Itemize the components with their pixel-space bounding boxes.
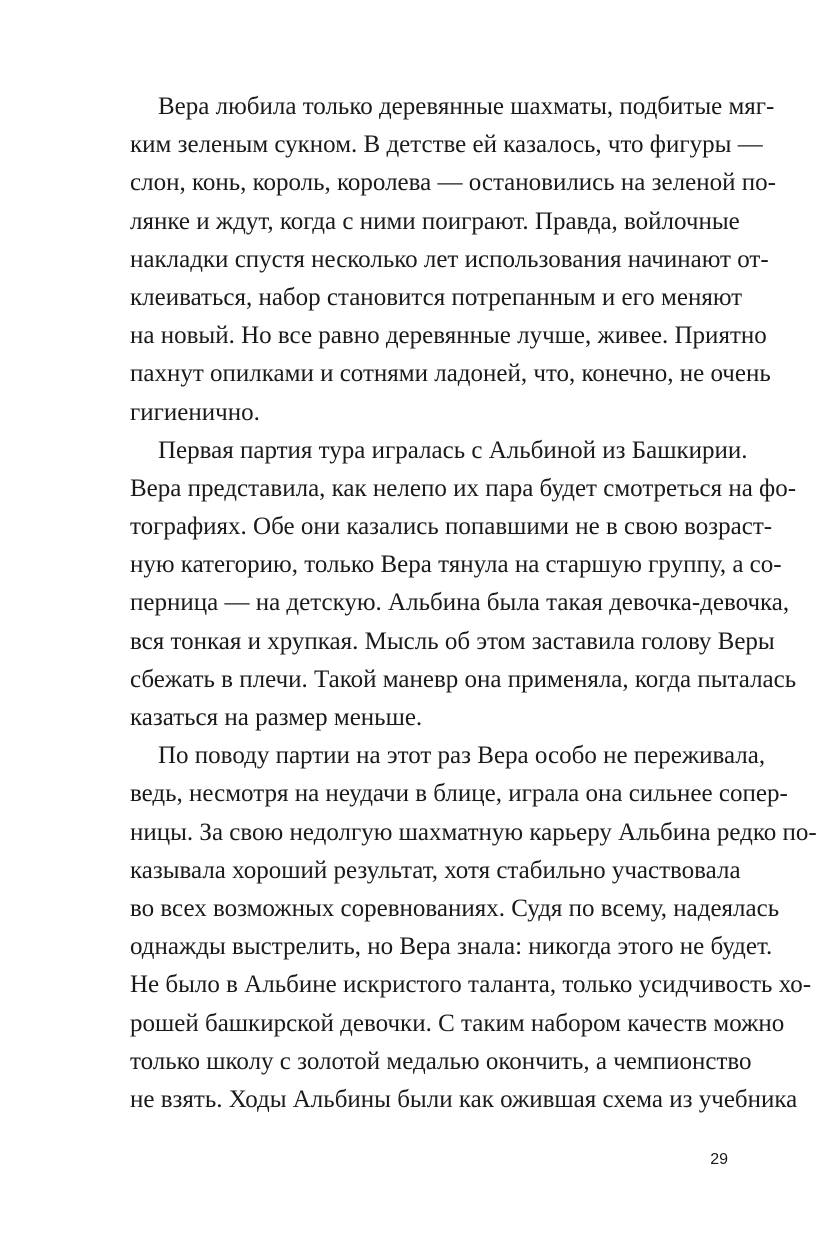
text-line: слон, конь, король, королева — остановились на зеленой по- <box>130 169 776 197</box>
body-text <box>130 88 817 1119</box>
text-line: только школу с золотой медалью окончить, а чемпионство <box>130 1047 752 1075</box>
text-line: ную категорию, только Вера тянула на старшую группу, а со- <box>130 551 782 579</box>
text-line: сбежать в плечи. Такой маневр она применяла, когда пыталась <box>130 665 797 693</box>
text-line: клеиваться, набор становится потрепанным и его меняют <box>130 283 743 311</box>
text-line: Не было в Альбине искристого таланта, только усидчивость хо- <box>130 971 812 999</box>
paragraph <box>130 432 797 738</box>
text-line: накладки спустя несколько лет использования начинают от- <box>130 245 769 273</box>
text-line: не взять. Ходы Альбины были как ожившая схема из учебника <box>130 1085 798 1113</box>
text-line: ведь, несмотря на неудачи в блице, играла она сильнее сопер- <box>130 780 788 808</box>
paragraph <box>130 737 817 1119</box>
text-line: ким зеленым сукном. В детстве ей казалось, что фигуры — <box>130 131 763 159</box>
text-line: лянке и ждут, когда с ними поиграют. Правда, войлочные <box>130 207 740 235</box>
text-line: во всех возможных соревнованиях. Судя по всему, надеялась <box>130 894 780 922</box>
page-number: 29 <box>710 1151 728 1168</box>
text-line: ницы. За свою недолгую шахматную карьеру Альбина редко по- <box>130 818 817 846</box>
text-line: тографиях. Обе они казались попавшими не в свою возраст- <box>130 513 773 541</box>
text-line: Вера любила только деревянные шахматы, подбитые мяг- <box>158 93 775 120</box>
text-line: Первая партия тура игралась с Альбиной из Башкирии. <box>158 436 748 464</box>
text-line: Вера представила, как нелепо их пара будет смотреться на фо- <box>130 474 797 502</box>
text-line: однажды выстрелить, но Вера знала: никогда этого не будет. <box>130 933 773 961</box>
text-line: перница — на детскую. Альбина была такая девочка-девочка, <box>130 589 790 617</box>
text-line: на новый. Но все равно деревянные лучше, живее. Приятно <box>130 322 767 350</box>
text-line: вся тонкая и хрупкая. Мысль об этом заставила голову Веры <box>130 627 775 655</box>
text-line: казывала хороший результат, хотя стабильно участвовала <box>130 856 741 884</box>
text-line: пахнут опилками и сотнями ладоней, что, конечно, не очень <box>130 360 771 388</box>
paragraph <box>130 88 776 432</box>
text-line: По поводу партии на этот раз Вера особо не переживала, <box>158 742 766 770</box>
text-line: гигиенично. <box>130 398 260 426</box>
text-line: казаться на размер меньше. <box>130 704 423 731</box>
text-line: рошей башкирской девочки. С таким набором качеств можно <box>130 1009 785 1037</box>
